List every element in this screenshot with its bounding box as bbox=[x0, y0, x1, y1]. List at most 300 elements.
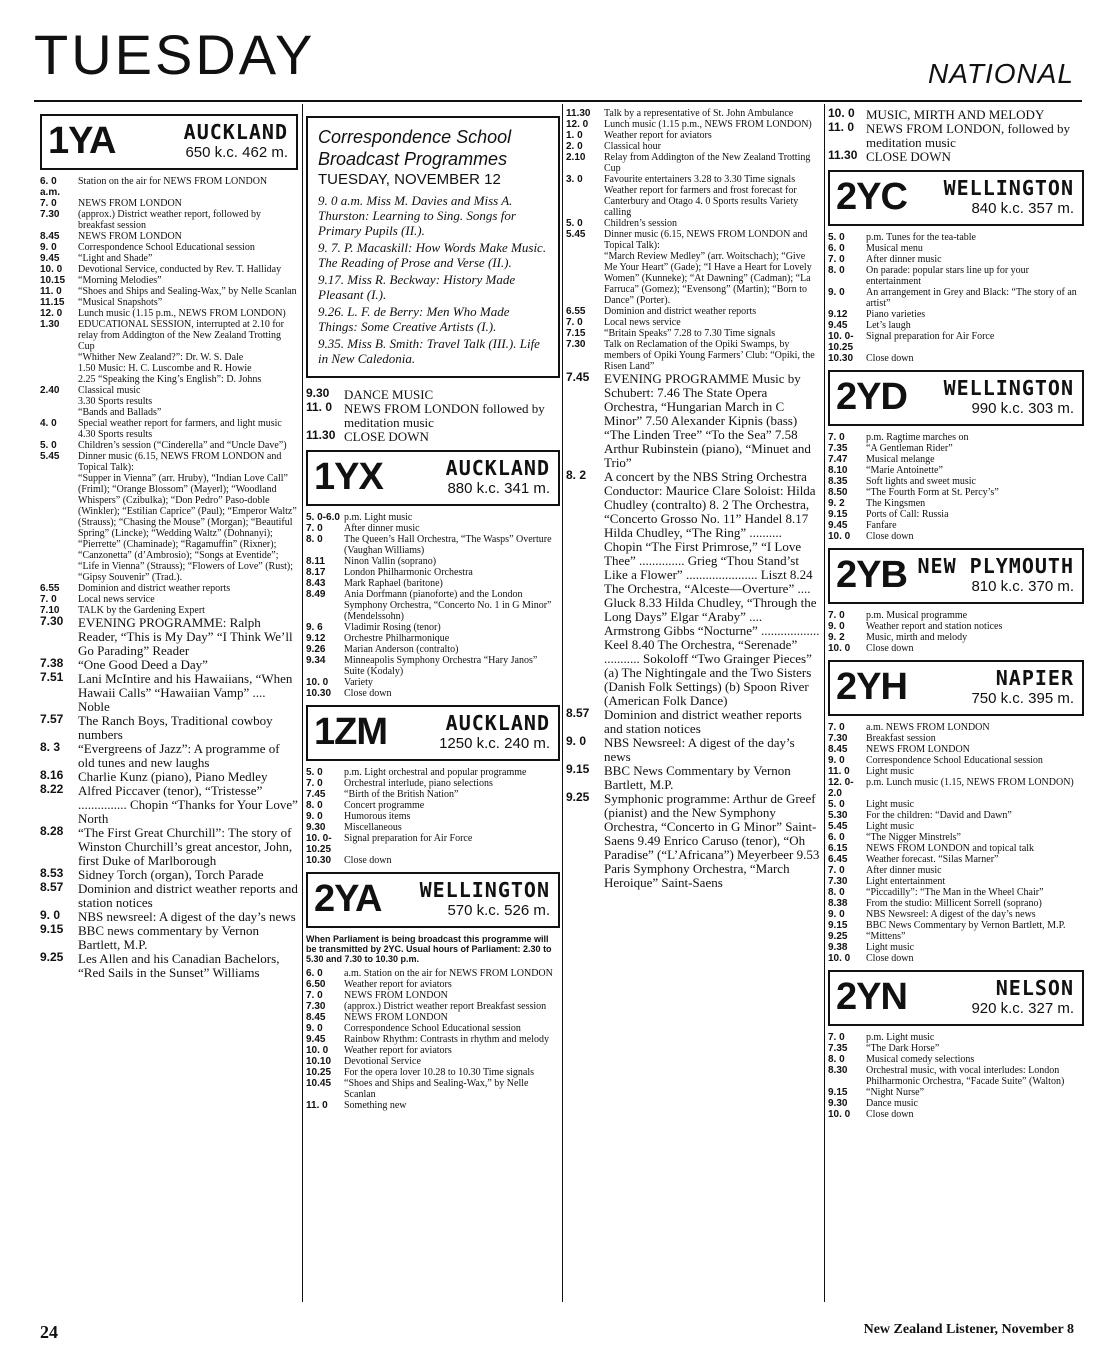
correspondence-item: 9. 7. P. Macaskill: How Words Make Music. The Reading of Prose and Verse (II.). bbox=[318, 240, 547, 270]
programme-text: Dominion and district weather reports bbox=[78, 583, 231, 594]
programme-text: Marian Anderson (contralto) bbox=[344, 644, 459, 655]
programme-text: Light music bbox=[866, 766, 915, 777]
programme-item bbox=[828, 243, 1084, 254]
programme-item bbox=[40, 429, 298, 440]
programme-time: 7. 0 bbox=[828, 722, 845, 733]
programme-time: 9.12 bbox=[828, 309, 848, 320]
programme-time: 11.30 bbox=[828, 148, 858, 162]
station-call: 2YB bbox=[836, 554, 907, 596]
programme-text: “A Gentleman Rider” bbox=[866, 443, 953, 454]
programme-text: London Philharmonic Orchestra bbox=[344, 567, 473, 578]
programme-item bbox=[828, 1054, 1084, 1065]
listing bbox=[306, 767, 560, 866]
programme-text: “Marie Antoinette” bbox=[866, 465, 943, 476]
programme-text: The Kingsmen bbox=[866, 498, 926, 509]
programme-time: 8.49 bbox=[306, 589, 326, 600]
station-call: 2YC bbox=[836, 176, 907, 218]
station-frequency: 1250 k.c. 240 m. bbox=[439, 735, 550, 752]
evening-listing bbox=[566, 372, 820, 890]
station-call: 2YH bbox=[836, 666, 907, 708]
programme-time: 8.28 bbox=[40, 824, 64, 838]
programme-text: After dinner music bbox=[866, 865, 942, 876]
programme-item bbox=[828, 832, 1084, 843]
programme-text: “Morning Melodies” bbox=[78, 275, 162, 286]
programme-item bbox=[40, 440, 298, 451]
programme-time: 4. 0 bbox=[40, 418, 57, 429]
station-name: WELLINGTON bbox=[943, 176, 1074, 200]
programme-text: The Ranch Boys, Traditional cowboy numbers bbox=[78, 713, 273, 742]
programme-item bbox=[828, 821, 1084, 832]
programme-time: 5. 0-6.0 bbox=[306, 512, 340, 523]
programme-time: 10. 0 bbox=[828, 953, 851, 964]
programme-text: Miscellaneous bbox=[344, 822, 402, 833]
programme-text: For the opera lover 10.28 to 10.30 Time signals bbox=[344, 1067, 534, 1078]
listing bbox=[828, 1032, 1084, 1120]
programme-item bbox=[828, 887, 1084, 898]
column-2 bbox=[306, 108, 560, 1111]
programme-text: “Britain Speaks” 7.28 to 7.30 Time signals bbox=[604, 328, 776, 339]
programme-time: 7.35 bbox=[828, 443, 848, 454]
programme-text: Musical melange bbox=[866, 454, 935, 465]
programme-text: Children’s session (“Cinderella” and “Uncle Dave”) bbox=[78, 440, 287, 451]
programme-text: BBC News Commentary by Vernon Bartlett, M.P. bbox=[866, 920, 1066, 931]
programme-time: 9.30 bbox=[828, 1098, 848, 1109]
programme-time: 6.55 bbox=[566, 306, 586, 317]
programme-time: 6.45 bbox=[828, 854, 848, 865]
correspondence-item: 9.26. L. F. de Berry: Men Who Made Things: Some Creative Artists (I.). bbox=[318, 304, 510, 334]
programme-item bbox=[828, 1109, 1084, 1120]
programme-text: NEWS FROM LONDON bbox=[866, 744, 970, 755]
listing bbox=[828, 232, 1084, 364]
programme-time: 6. 0 bbox=[828, 832, 845, 843]
station-name: NELSON bbox=[995, 976, 1074, 1000]
programme-text: Piano varieties bbox=[866, 309, 926, 320]
programme-time: 9. 0 bbox=[306, 811, 323, 822]
programme-time: 7.15 bbox=[566, 328, 586, 339]
programme-item bbox=[306, 688, 560, 699]
programme-time: 11. 0 bbox=[306, 1100, 328, 1111]
station-call: 2YD bbox=[836, 376, 907, 418]
programme-time: 9.26 bbox=[306, 644, 326, 655]
programme-time: 9. 0 bbox=[828, 287, 845, 298]
programme-time: 9. 0 bbox=[40, 242, 57, 253]
programme-time: 10.45 bbox=[306, 1078, 332, 1089]
programme-time: 7. 0 bbox=[306, 990, 323, 1001]
programme-time: 10. 0 bbox=[828, 106, 855, 120]
programme-time: 7.51 bbox=[40, 670, 64, 684]
programme-item bbox=[828, 1032, 1084, 1043]
station-box-2yn bbox=[828, 970, 1084, 1026]
programme-item bbox=[828, 1098, 1084, 1109]
programme-item bbox=[306, 811, 560, 822]
programme-text: “The Nigger Minstrels” bbox=[866, 832, 961, 843]
station-frequency: 920 k.c. 327 m. bbox=[971, 1000, 1074, 1017]
programme-text: “Bands and Ballads” bbox=[78, 407, 162, 418]
programme-time: 3. 0 bbox=[566, 174, 583, 185]
programme-time: 7. 0 bbox=[828, 610, 845, 621]
programme-text: Light music bbox=[866, 821, 915, 832]
programme-text: Weather report for aviators bbox=[604, 130, 712, 141]
programme-text: Talk on Reclamation of the Opiki Swamps, by members of Opiki Young Farmers’ Club: “Opiki, the Risen Land” bbox=[604, 339, 815, 372]
listing bbox=[828, 722, 1084, 964]
programme-time: 8.45 bbox=[40, 231, 60, 242]
programme-text: NBS Newsreel: A digest of the day’s news bbox=[604, 735, 795, 764]
programme-text: “Supper in Vienna” (arr. Hruby), “Indian Love Call” (Friml); “Orange Blossom” (Mayerl); “Woodland Whispers” (Czibulka); “Don Pedro” Paso-doble (Winkler); “Estilian Caprice” (Paul); “Emperor Waltz” (Strauss); “Chasing the Mouse” (Morgan); “Beautiful Spring” (Lincke); “Wedding Waltz” (Dohnanyi); “Pierrette” (Chaminade); “Ragamuffin” (Rixner); “Canzonetta” (d’Ambrosio); “Songs at Eventide”; “Life in Vienna” (Strauss); “Flowers of Love” (Rust); “Gipsy Souvenir” (Trad.). bbox=[78, 473, 297, 583]
programme-time: 8.35 bbox=[828, 476, 848, 487]
programme-time: 7.30 bbox=[306, 1001, 326, 1012]
programme-time bbox=[40, 396, 78, 407]
programme-time: 5.45 bbox=[828, 821, 848, 832]
programme-item bbox=[306, 1078, 560, 1100]
programme-text: Weather report for aviators bbox=[344, 979, 452, 990]
programme-item bbox=[40, 672, 298, 714]
programme-item bbox=[566, 141, 820, 152]
programme-item bbox=[828, 331, 1084, 353]
programme-text: For the children: “David and Dawn” bbox=[866, 810, 1012, 821]
programme-text: “Evergreens of Jazz”: A programme of old tunes and new laughs bbox=[78, 741, 280, 770]
programme-text: Station on the air for NEWS FROM LONDON bbox=[78, 176, 268, 187]
programme-time: 7.10 bbox=[40, 605, 60, 616]
programme-item bbox=[828, 920, 1084, 931]
programme-text: NEWS FROM LONDON, followed by meditation music bbox=[866, 121, 1071, 150]
programme-time bbox=[40, 352, 78, 363]
programme-text: Lunch music (1.15 p.m., NEWS FROM LONDON) bbox=[78, 308, 286, 319]
programme-time: 8. 0 bbox=[828, 887, 845, 898]
station-frequency: 840 k.c. 357 m. bbox=[971, 200, 1074, 217]
programme-time: 9.12 bbox=[306, 633, 326, 644]
programme-item bbox=[306, 633, 560, 644]
programme-time: 10. 0 bbox=[828, 1109, 851, 1120]
programme-item bbox=[306, 800, 560, 811]
listing bbox=[828, 432, 1084, 542]
programme-item bbox=[828, 733, 1084, 744]
programme-item bbox=[40, 275, 298, 286]
programme-text: NBS newsreel: A digest of the day’s news bbox=[78, 909, 296, 924]
station-name: NEW PLYMOUTH bbox=[917, 554, 1074, 578]
programme-time: 8.43 bbox=[306, 578, 326, 589]
listing bbox=[828, 108, 1084, 164]
programme-text: p.m. Lunch music (1.15, NEWS FROM LONDON) bbox=[866, 777, 1074, 788]
station-name: WELLINGTON bbox=[419, 878, 550, 902]
programme-time: 12. 0 bbox=[40, 308, 63, 319]
programme-item bbox=[40, 231, 298, 242]
programme-item bbox=[828, 309, 1084, 320]
programme-item bbox=[828, 509, 1084, 520]
correspondence-item: 9. 0 a.m. Miss M. Davies and Miss A. Thurston: Learning to Sing. Songs for Primary Pupils (II.). bbox=[318, 193, 516, 238]
programme-text: Variety bbox=[344, 677, 373, 688]
programme-text: After dinner music bbox=[344, 523, 420, 534]
programme-time: 8. 0 bbox=[306, 800, 323, 811]
programme-item bbox=[306, 567, 560, 578]
programme-item bbox=[828, 454, 1084, 465]
correspondence-date: TUESDAY, NOVEMBER 12 bbox=[318, 171, 501, 188]
programme-time: 9. 0 bbox=[40, 908, 61, 922]
programme-time: 9.45 bbox=[828, 320, 848, 331]
programme-item bbox=[306, 622, 560, 633]
programme-item bbox=[828, 232, 1084, 243]
programme-time: 10. 0-10.25 bbox=[828, 331, 854, 353]
programme-text: EVENING PROGRAMME Music by Schubert: 7.46 The State Opera Orchestra, “Hungarian March in C Minor” 7.50 Alexander Kipnis (bass) “The Linden Tree” “To the Sea” 7.58 Arthur Rubinstein (piano), “Minuet and Trio” bbox=[604, 371, 811, 470]
programme-item bbox=[40, 473, 298, 583]
network-title: NATIONAL bbox=[928, 58, 1074, 89]
programme-text: MUSIC, MIRTH AND MELODY bbox=[866, 107, 1045, 122]
programme-text: Close down bbox=[866, 643, 914, 654]
programme-text: 3.30 Sports results bbox=[78, 396, 153, 407]
programme-item bbox=[828, 265, 1084, 287]
programme-text: Close down bbox=[344, 855, 392, 866]
programme-item bbox=[40, 352, 298, 363]
programme-item bbox=[566, 736, 820, 764]
programme-text: BBC News Commentary by Vernon Bartlett, M.P. bbox=[604, 763, 791, 792]
programme-text: Minneapolis Symphony Orchestra “Hary Janos” Suite (Kodaly) bbox=[344, 655, 538, 677]
programme-time: 11. 0 bbox=[828, 120, 855, 134]
programme-text: “Whither New Zealand?”: Dr. W. S. Dale bbox=[78, 352, 244, 363]
programme-text: Signal preparation for Air Force bbox=[866, 331, 995, 342]
programme-item bbox=[828, 1087, 1084, 1098]
programme-time: 10.25 bbox=[306, 1067, 332, 1078]
programme-time: 7. 0 bbox=[828, 432, 845, 443]
correspondence-items bbox=[318, 193, 548, 366]
programme-item bbox=[306, 402, 560, 430]
programme-text: DANCE MUSIC bbox=[344, 387, 434, 402]
programme-time: 11. 0 bbox=[306, 400, 333, 414]
programme-item bbox=[828, 898, 1084, 909]
programme-item bbox=[828, 931, 1084, 942]
programme-item bbox=[828, 108, 1084, 122]
programme-time bbox=[40, 407, 78, 418]
programme-item bbox=[828, 320, 1084, 331]
programme-item bbox=[566, 218, 820, 229]
programme-text: The Queen’s Hall Orchestra, “The Wasps” Overture (Vaughan Williams) bbox=[344, 534, 552, 556]
programme-text: Concert programme bbox=[344, 800, 425, 811]
programme-item bbox=[306, 1001, 560, 1012]
programme-item bbox=[306, 968, 560, 979]
programme-item bbox=[828, 353, 1084, 364]
programme-text: “Mittens” bbox=[866, 931, 906, 942]
programme-text: NEWS FROM LONDON followed by meditation music bbox=[344, 401, 545, 430]
programme-item bbox=[828, 520, 1084, 531]
station-call: 1ZM bbox=[314, 711, 387, 753]
programme-item bbox=[40, 826, 298, 868]
station-box-1zm bbox=[306, 705, 560, 761]
programme-item bbox=[828, 876, 1084, 887]
programme-item bbox=[566, 174, 820, 218]
programme-item bbox=[40, 924, 298, 952]
station-call: 1YX bbox=[314, 456, 383, 498]
programme-item bbox=[40, 658, 298, 672]
programme-time: 10.15 bbox=[40, 275, 66, 286]
programme-item bbox=[828, 465, 1084, 476]
programme-text: Close down bbox=[866, 531, 914, 542]
programme-text: p.m. Musical programme bbox=[866, 610, 968, 621]
programme-time: 9.45 bbox=[828, 520, 848, 531]
page-number: 24 bbox=[40, 1322, 58, 1342]
programme-item bbox=[40, 910, 298, 924]
programme-item bbox=[306, 1100, 560, 1111]
programme-text: From the studio: Millicent Sorrell (soprano) bbox=[866, 898, 1042, 909]
programme-text: NBS Newsreel: A digest of the day’s news bbox=[866, 909, 1036, 920]
programme-item bbox=[40, 286, 298, 297]
column-4 bbox=[828, 108, 1084, 1120]
programme-item bbox=[566, 317, 820, 328]
programme-text: Ports of Call: Russia bbox=[866, 509, 949, 520]
programme-time: 9. 0 bbox=[828, 621, 845, 632]
programme-time: 10. 0 bbox=[306, 677, 329, 688]
programme-item bbox=[828, 432, 1084, 443]
header-rule bbox=[34, 100, 1082, 102]
programme-time: 1.30 bbox=[40, 319, 60, 330]
programme-time: 1. 0 bbox=[566, 130, 583, 141]
programme-text: Close down bbox=[866, 953, 914, 964]
programme-text: Orchestral music, with vocal interludes: London Philharmonic Orchestra, “Facade Suite” (Walton) bbox=[866, 1065, 1065, 1087]
programme-item bbox=[828, 621, 1084, 632]
programme-item bbox=[40, 253, 298, 264]
programme-item bbox=[40, 198, 298, 209]
programme-text: Vladimir Rosing (tenor) bbox=[344, 622, 441, 633]
programme-time: 8.50 bbox=[828, 487, 848, 498]
programme-item bbox=[40, 209, 298, 231]
programme-time: 5. 0 bbox=[828, 799, 845, 810]
programme-time: 10. 0 bbox=[828, 643, 851, 654]
page-header bbox=[0, 0, 1114, 110]
programme-item bbox=[306, 578, 560, 589]
programme-text: Symphonic programme: Arthur de Greef (pianist) and the New Symphony Orchestra, “Concerto in G Minor” Saint-Saens 9.49 Enrico Caruso (tenor), “Oh Paradise” (“L’Africana”) Meyerbeer 9.53 Paris Symphony Orchestra, “March Heroique” Saint-Saens bbox=[604, 791, 820, 890]
programme-text: Weather forecast. “Silas Marner” bbox=[866, 854, 999, 865]
programme-text: Dominion and district weather reports and station notices bbox=[604, 707, 802, 736]
programme-text: Light entertainment bbox=[866, 876, 946, 887]
programme-time: 11. 0 bbox=[40, 286, 62, 297]
programme-text: “Piccadilly”: “The Man in the Wheel Chair” bbox=[866, 887, 1044, 898]
programme-time: 8. 0 bbox=[828, 265, 845, 276]
programme-time: 7.38 bbox=[40, 656, 64, 670]
programme-text: Orchestre Philharmonique bbox=[344, 633, 450, 644]
evening-listing bbox=[40, 616, 298, 980]
programme-text: BBC news commentary by Vernon Bartlett, M.P. bbox=[78, 923, 260, 952]
publication-line: New Zealand Listener, November 8 bbox=[863, 1322, 1074, 1337]
programme-time: 9.15 bbox=[40, 922, 64, 936]
programme-item bbox=[566, 306, 820, 317]
programme-item bbox=[306, 1056, 560, 1067]
programme-item bbox=[566, 108, 820, 119]
programme-text: Music, mirth and melody bbox=[866, 632, 968, 643]
programme-item bbox=[828, 843, 1084, 854]
station-frequency: 880 k.c. 341 m. bbox=[447, 480, 550, 497]
programme-text: “Shoes and Ships and Sealing-Wax,” by Nelle Scanlan bbox=[344, 1078, 529, 1100]
programme-item bbox=[40, 583, 298, 594]
programme-time: 5.45 bbox=[40, 451, 60, 462]
programme-text: Signal preparation for Air Force bbox=[344, 833, 473, 844]
programme-item bbox=[306, 822, 560, 833]
programme-item bbox=[40, 451, 298, 473]
programme-text: EVENING PROGRAMME: Ralph Reader, “This is My Day” “I Think We’ll Go Parading” Reader bbox=[78, 615, 293, 658]
listing bbox=[306, 388, 560, 444]
programme-item bbox=[40, 714, 298, 742]
programme-text: Musical menu bbox=[866, 243, 923, 254]
programme-time: 9.25 bbox=[566, 790, 590, 804]
programme-item bbox=[40, 319, 298, 352]
programme-time: 9. 6 bbox=[306, 622, 323, 633]
programme-time: 6. 0 a.m. bbox=[40, 176, 61, 198]
programme-text: a.m. NEWS FROM LONDON bbox=[866, 722, 990, 733]
programme-item bbox=[828, 766, 1084, 777]
programme-text: Orchestral interlude, piano selections bbox=[344, 778, 493, 789]
programme-time: 7.30 bbox=[566, 339, 586, 350]
programme-item bbox=[828, 610, 1084, 621]
programme-time: 11.15 bbox=[40, 297, 65, 308]
programme-time: 8.10 bbox=[828, 465, 848, 476]
programme-item bbox=[306, 1067, 560, 1078]
programme-item bbox=[828, 150, 1084, 164]
programme-item bbox=[828, 755, 1084, 766]
programme-item bbox=[828, 498, 1084, 509]
programme-text: TALK by the Gardening Expert bbox=[78, 605, 205, 616]
station-name: AUCKLAND bbox=[445, 456, 550, 480]
station-box-2ya bbox=[306, 872, 560, 928]
programme-item bbox=[306, 589, 560, 622]
programme-time: 6. 0 bbox=[828, 243, 845, 254]
programme-time: 5.45 bbox=[566, 229, 586, 240]
programme-item bbox=[306, 677, 560, 688]
programme-item bbox=[40, 407, 298, 418]
programme-time: 11.30 bbox=[306, 428, 336, 442]
programme-text: 1.50 Music: H. C. Luscombe and R. Howie bbox=[78, 363, 252, 374]
programme-item bbox=[306, 833, 560, 855]
programme-time: 2.10 bbox=[566, 152, 586, 163]
programme-item bbox=[306, 512, 560, 523]
programme-text: Local news service bbox=[604, 317, 681, 328]
programme-text: Local news service bbox=[78, 594, 155, 605]
programme-time: 9. 0 bbox=[828, 755, 845, 766]
programme-time: 9.45 bbox=[306, 1034, 326, 1045]
programme-time: 10. 0 bbox=[40, 264, 63, 275]
station-box-1yx bbox=[306, 450, 560, 506]
programme-time bbox=[40, 429, 78, 440]
programme-item bbox=[40, 882, 298, 910]
programme-time: 9.15 bbox=[566, 762, 590, 776]
programme-time: 7. 0 bbox=[828, 254, 845, 265]
programme-time: 6.55 bbox=[40, 583, 60, 594]
programme-time: 2. 0 bbox=[566, 141, 583, 152]
station-call: 2YN bbox=[836, 976, 907, 1018]
programme-time: 9.25 bbox=[828, 931, 848, 942]
station-frequency: 750 k.c. 395 m. bbox=[971, 690, 1074, 707]
column-divider bbox=[302, 104, 303, 1302]
programme-time: 10. 0 bbox=[306, 1045, 329, 1056]
programme-text: Close down bbox=[866, 353, 914, 364]
programme-text: Lani McIntire and his Hawaiians, “When Hawaii Calls” “Hawaiian Vamp” .... Noble bbox=[78, 671, 293, 714]
programme-time: 8. 2 bbox=[566, 468, 587, 482]
programme-time: 7.45 bbox=[306, 789, 326, 800]
programme-text: 4.30 Sports results bbox=[78, 429, 153, 440]
programme-time: 6. 0 bbox=[306, 968, 323, 979]
programme-item bbox=[306, 855, 560, 866]
station-frequency: 650 k.c. 462 m. bbox=[185, 144, 288, 161]
programme-item bbox=[40, 374, 298, 385]
programme-text: Special weather report for farmers, and light music bbox=[78, 418, 282, 429]
programme-item bbox=[40, 952, 298, 980]
programme-time: 8.45 bbox=[828, 744, 848, 755]
programme-time: 9.15 bbox=[828, 509, 848, 520]
programme-text: Close down bbox=[344, 688, 392, 699]
programme-text: Classical music bbox=[78, 385, 141, 396]
correspondence-item: 9.35. Miss B. Smith: Travel Talk (III.). Life in New Caledonia. bbox=[318, 336, 540, 366]
programme-item bbox=[566, 708, 820, 736]
programme-time: 7.47 bbox=[828, 454, 848, 465]
programme-time: 8.57 bbox=[566, 706, 590, 720]
programme-text: Dominion and district weather reports and station notices bbox=[78, 881, 298, 910]
listing bbox=[306, 968, 560, 1111]
programme-item bbox=[40, 264, 298, 275]
